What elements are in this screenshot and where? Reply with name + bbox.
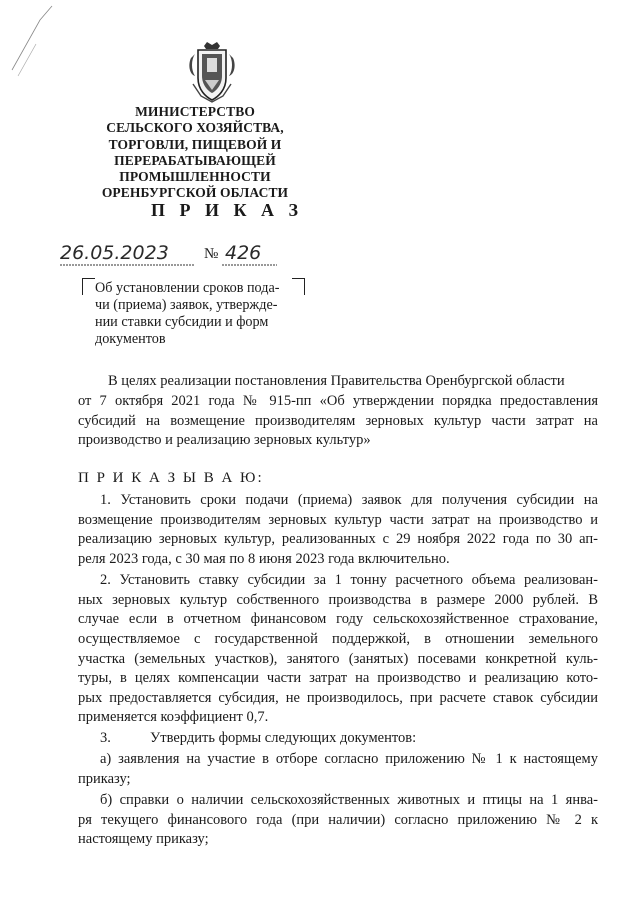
text-line: 1. Установить сроки подачи (приема) заявок для получения субсидии на <box>100 492 598 508</box>
item-number: 3. <box>100 730 111 746</box>
text-line: настоящему приказу; <box>78 831 209 847</box>
text-line: субсидий на возмещение производителям зерновых культур части затрат на <box>78 413 598 429</box>
ministry-line: МИНИСТЕРСТВО <box>135 104 255 119</box>
number-underline <box>222 264 277 268</box>
subject-line: Об установлении сроков пода- <box>95 280 280 296</box>
text-line: случае если в отчетном финансовом году сельскохозяйственное страхование, <box>78 611 598 627</box>
ministry-line: ОРЕНБУРГСКОЙ ОБЛАСТИ <box>101 185 289 201</box>
text-line: 2. Установить ставку субсидии за 1 тонну расчетного объема реализован- <box>100 572 598 588</box>
text-line: ря текущего финансового года (при наличии) согласно приложению № 2 к <box>78 812 598 828</box>
pen-scribble-marks <box>0 0 80 80</box>
text-line: В целях реализации постановления Правительства Оренбургской области <box>108 373 565 389</box>
date-number-line <box>60 240 290 270</box>
order-directive-word: П Р И К А З Ы В А Ю: <box>78 470 264 486</box>
text-line: Утвердить формы следующих документов: <box>150 730 417 746</box>
text-line: участка (земельных участков), занятого (занятых) посевами конкретной куль- <box>78 651 598 667</box>
text-line: б) справки о наличии сельскохозяйственных животных и птицы на 1 янва- <box>100 792 598 808</box>
text-line: а) заявления на участие в отборе согласно приложению № 1 к настоящему <box>100 751 598 767</box>
subject-line: документов <box>95 331 166 347</box>
text-line: осуществляемое с государственной поддержкой, в отношении земельного <box>78 631 598 647</box>
text-line: приказу; <box>78 771 131 787</box>
text-line: ных зерновых культур собственного производства в размере 2000 рублей. В <box>78 592 598 608</box>
subject-line: нии ставки субсидии и форм <box>95 314 269 330</box>
ministry-line: СЕЛЬСКОГО ХОЗЯЙСТВА, <box>106 120 284 136</box>
number-sign: № <box>204 246 219 262</box>
document-type-title: П Р И К А З <box>151 200 304 220</box>
text-line: реля 2023 года, с 30 мая по 8 июня 2023 года включительно. <box>78 551 450 567</box>
ministry-line: ПРОМЫШЛЕННОСТИ <box>119 169 271 185</box>
coat-of-arms-icon <box>187 40 237 106</box>
text-line: рых предоставляется субсидия, не производилось, при расчете ставок субсидии <box>78 690 598 706</box>
text-line: реализацию зерновых культур, реализованных с 29 ноября 2022 года по 30 ап- <box>78 531 598 547</box>
text-line: туры, в целях компенсации части затрат на производство и реализацию кото- <box>78 670 598 686</box>
ministry-line: ТОРГОВЛИ, ПИЩЕВОЙ И <box>108 136 282 152</box>
handwritten-number: 426 <box>225 242 262 264</box>
text-line: возмещение производителям зерновых культур части затрат на производство и <box>78 512 598 528</box>
text-line: применяется коэффициент 0,7. <box>78 709 269 725</box>
text-line: производство и реализацию зерновых культур» <box>78 432 371 448</box>
order-subject <box>95 280 307 348</box>
subject-bracket-left <box>82 278 95 295</box>
date-underline <box>60 264 195 268</box>
text-line: от 7 октября 2021 года № 915-пп «Об утверждении порядка предоставления <box>78 393 598 409</box>
ministry-name-block <box>100 104 290 202</box>
ministry-line: ПЕРЕРАБАТЫВАЮЩЕЙ <box>114 152 276 168</box>
handwritten-date: 26.05.2023 <box>60 242 169 264</box>
subject-line: чи (приема) заявок, утвержде- <box>95 297 278 313</box>
